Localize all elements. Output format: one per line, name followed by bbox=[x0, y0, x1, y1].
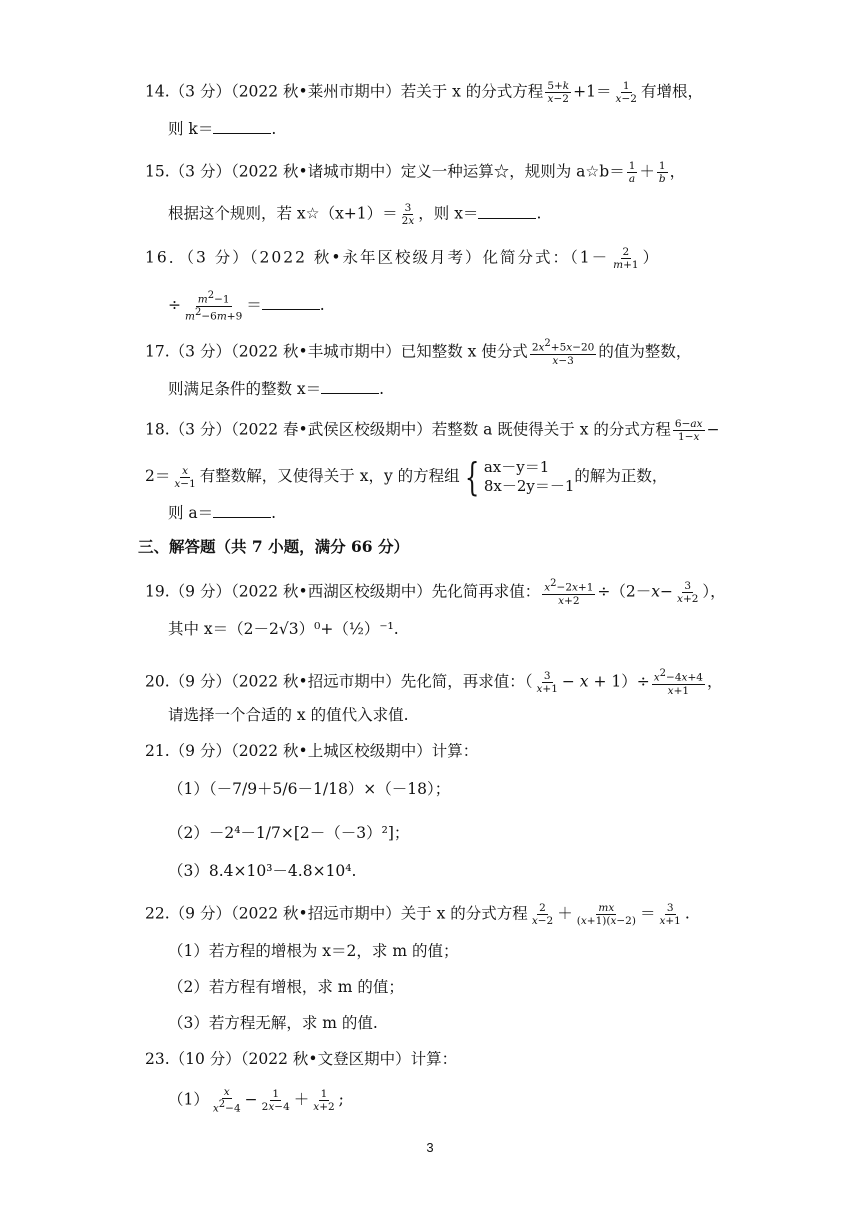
answer-blank[interactable] bbox=[321, 379, 379, 394]
q15-text2: 根据这个规则，若 x☆（x+1）＝ bbox=[168, 204, 398, 223]
q17-line2: 则满足条件的整数 x＝ . bbox=[168, 380, 385, 398]
q18-line1: 18.（3 分）（2022 春•武侯区校级期中）若整数 a 既使得关于 x 的分式方程 $\frac{6-ax}{1-x}$ − bbox=[145, 418, 720, 443]
q19-line2: 其中 x＝（2－2√3）⁰+（½）⁻¹. bbox=[168, 620, 399, 638]
q16-line2: ÷ $\frac{m^2-1}{m^2-6m+9}$ ＝ . bbox=[168, 290, 325, 322]
q18-text: 18.（3 分）（2022 春•武侯区校级期中）若整数 a 既使得关于 x 的分式方程 bbox=[145, 420, 671, 439]
q15-text: 15.（3 分）（2022 秋•诸城市期中）定义一种运算☆，规则为 a☆b＝ bbox=[145, 162, 625, 181]
fraction: $\frac{mx}{(x+1)(x-2)}$ bbox=[576, 902, 636, 927]
q16-line1: 16．（3 分）（2022 秋•永年区校级月考）化简分式：（1－ $\frac{2}{m+1}$ ） bbox=[145, 246, 659, 271]
q22-part2: （2）若方程有增根，求 m 的值； bbox=[168, 978, 404, 996]
q14-text-end: 有增根， bbox=[640, 82, 703, 101]
q15-line1: 15.（3 分）（2022 秋•诸城市期中）定义一种运算☆，规则为 a☆b＝ $\frac{1}{a}$ ＋ $\frac{1}{b}$ ， bbox=[145, 160, 686, 185]
q20-line1: 20.（9 分）（2022 秋•招远市期中）先化简，再求值：（ $\frac{3}{x+1}$ − x + 1）÷ $\frac{x^2-4x+4}{x+1}$ ， bbox=[145, 668, 723, 697]
q21-part1: （1）（－7/9＋5/6－1/18）×（－18）； bbox=[168, 780, 451, 798]
q19-line1: 19.（9 分）（2022 秋•西湖区校级期中）先化简再求值： $\frac{x^2-2x+1}{x+2}$ ÷（2－x− $\frac{3}{x+2}$ ）， bbox=[145, 578, 726, 607]
q19-text: 19.（9 分）（2022 秋•西湖区校级期中）先化简再求值： bbox=[145, 582, 541, 601]
answer-blank[interactable] bbox=[478, 204, 536, 219]
equation-1: ax－y＝1 bbox=[483, 458, 550, 476]
q21-part3: （3）8.4×10³－4.8×10⁴. bbox=[168, 862, 357, 880]
section-heading: 三、解答题（共 7 小题，满分 66 分） bbox=[138, 537, 409, 556]
q18-text2: 2＝ bbox=[145, 467, 171, 485]
q22-part3: （3）若方程无解，求 m 的值. bbox=[168, 1014, 378, 1032]
fraction: $\frac{3}{x+1}$ bbox=[536, 669, 558, 695]
fraction: $\frac{1}{2x-4}$ bbox=[261, 1087, 290, 1113]
answer-blank[interactable] bbox=[213, 503, 271, 518]
q21-part2: （2）－2⁴－1/7×[2－（－3）²]； bbox=[168, 824, 410, 842]
q22-part1: （1）若方程的增根为 x＝2，求 m 的值； bbox=[168, 942, 459, 960]
fraction: $\frac{5+k}{x-2}$ bbox=[547, 80, 570, 105]
q17-line1 bbox=[145, 338, 691, 367]
q15-line2: 根据这个规则，若 x☆（x+1）＝ $\frac{3}{2x}$ ，则 x＝ . bbox=[168, 202, 542, 227]
q14-line2: 则 k＝ . bbox=[168, 120, 277, 138]
fraction: $\frac{x}{x-1}$ bbox=[174, 464, 196, 490]
fraction: $\frac{6-ax}{1-x}$ bbox=[674, 418, 703, 443]
q16-text: 16．（3 分）（2022 秋•永年区校级月考）化简分式：（1－ bbox=[145, 248, 610, 267]
page-number: 3 bbox=[426, 1140, 434, 1155]
answer-blank[interactable] bbox=[262, 295, 320, 310]
fraction: $\frac{1}{x-2}$ bbox=[615, 80, 637, 105]
fraction: $\frac{3}{x+1}$ bbox=[659, 902, 681, 927]
q18-text4: 的解为正数， bbox=[574, 467, 668, 485]
fraction: $\frac{m^2-1}{m^2-6m+9}$ bbox=[185, 290, 243, 322]
q17-text-end: 的值为整数， bbox=[598, 342, 692, 361]
q17-text: 17.（3 分）（2022 秋•丰城市期中）已知整数 x 使分式 bbox=[145, 342, 528, 361]
q23-line1: 23.（10 分）（2022 秋•文登区期中）计算： bbox=[145, 1050, 458, 1068]
q20-line2: 请选择一个合适的 x 的值代入求值. bbox=[168, 706, 409, 724]
q17-answer-label: 则满足条件的整数 x＝ bbox=[168, 380, 322, 398]
q20-text: 20.（9 分）（2022 秋•招远市期中）先化简，再求值：（ bbox=[145, 672, 533, 691]
q14-text: 14.（3 分）（2022 秋•莱州市期中）若关于 x 的分式方程 bbox=[145, 82, 544, 101]
fraction: $\frac{3}{2x}$ bbox=[401, 202, 415, 227]
answer-blank[interactable] bbox=[213, 119, 271, 134]
fraction: $\frac{1}{b}$ bbox=[658, 160, 666, 185]
fraction: $\frac{1}{a}$ bbox=[628, 160, 636, 185]
q23-part1: （1） $\frac{x}{x^2-4}$ − $\frac{1}{2x-4}$ ＋ $\frac{1}{x+2}$ ; bbox=[168, 1086, 344, 1115]
q21-line1: 21.（9 分）（2022 秋•上城区校级期中）计算： bbox=[145, 742, 479, 760]
fraction: $\frac{2}{x-2}$ bbox=[531, 902, 554, 927]
fraction: $\frac{2}{m+1}$ bbox=[613, 246, 639, 271]
equation-2: 8x－2y＝－1 bbox=[483, 477, 575, 495]
fraction: $\frac{x^2-2x+1}{x+2}$ bbox=[544, 578, 594, 607]
q18-line2 bbox=[145, 455, 668, 499]
q18-line3: 则 a＝ . bbox=[168, 504, 277, 522]
q18-answer-label: 则 a＝ bbox=[168, 504, 214, 522]
q22-text: 22.（9 分）（2022 秋•招远市期中）关于 x 的分式方程 bbox=[145, 904, 528, 923]
q23-part1-label: （1） bbox=[168, 1090, 209, 1109]
q14-line1: 14.（3 分）（2022 秋•莱州市期中）若关于 x 的分式方程 $\frac{5+k}{x-2}$ +1＝ $\frac{1}{x-2}$ 有增根， bbox=[145, 80, 703, 105]
fraction: $\frac{2x^2+5x-20}{x-3}$ bbox=[531, 338, 595, 367]
fraction: $\frac{1}{x+2}$ bbox=[313, 1087, 335, 1113]
equation-system bbox=[484, 458, 575, 496]
fraction: $\frac{x^2-4x+4}{x+1}$ bbox=[653, 668, 703, 697]
brace: { bbox=[464, 455, 479, 499]
fraction: $\frac{3}{x+2}$ bbox=[677, 579, 699, 605]
q15-text3: ，则 x＝ bbox=[418, 204, 479, 223]
fraction: $\frac{x}{x^2-4}$ bbox=[212, 1086, 241, 1115]
q18-text3: 有整数解，又使得关于 x，y 的方程组 bbox=[199, 467, 460, 485]
q14-answer-label: 则 k＝ bbox=[168, 120, 214, 138]
q22-line1: 22.（9 分）（2022 秋•招远市期中）关于 x 的分式方程 $\frac{2}{x-2}$ ＋ $\frac{mx}{(x+1)(x-2)}$ ＝ $\frac{3}{x+1}$ . bbox=[145, 902, 690, 927]
